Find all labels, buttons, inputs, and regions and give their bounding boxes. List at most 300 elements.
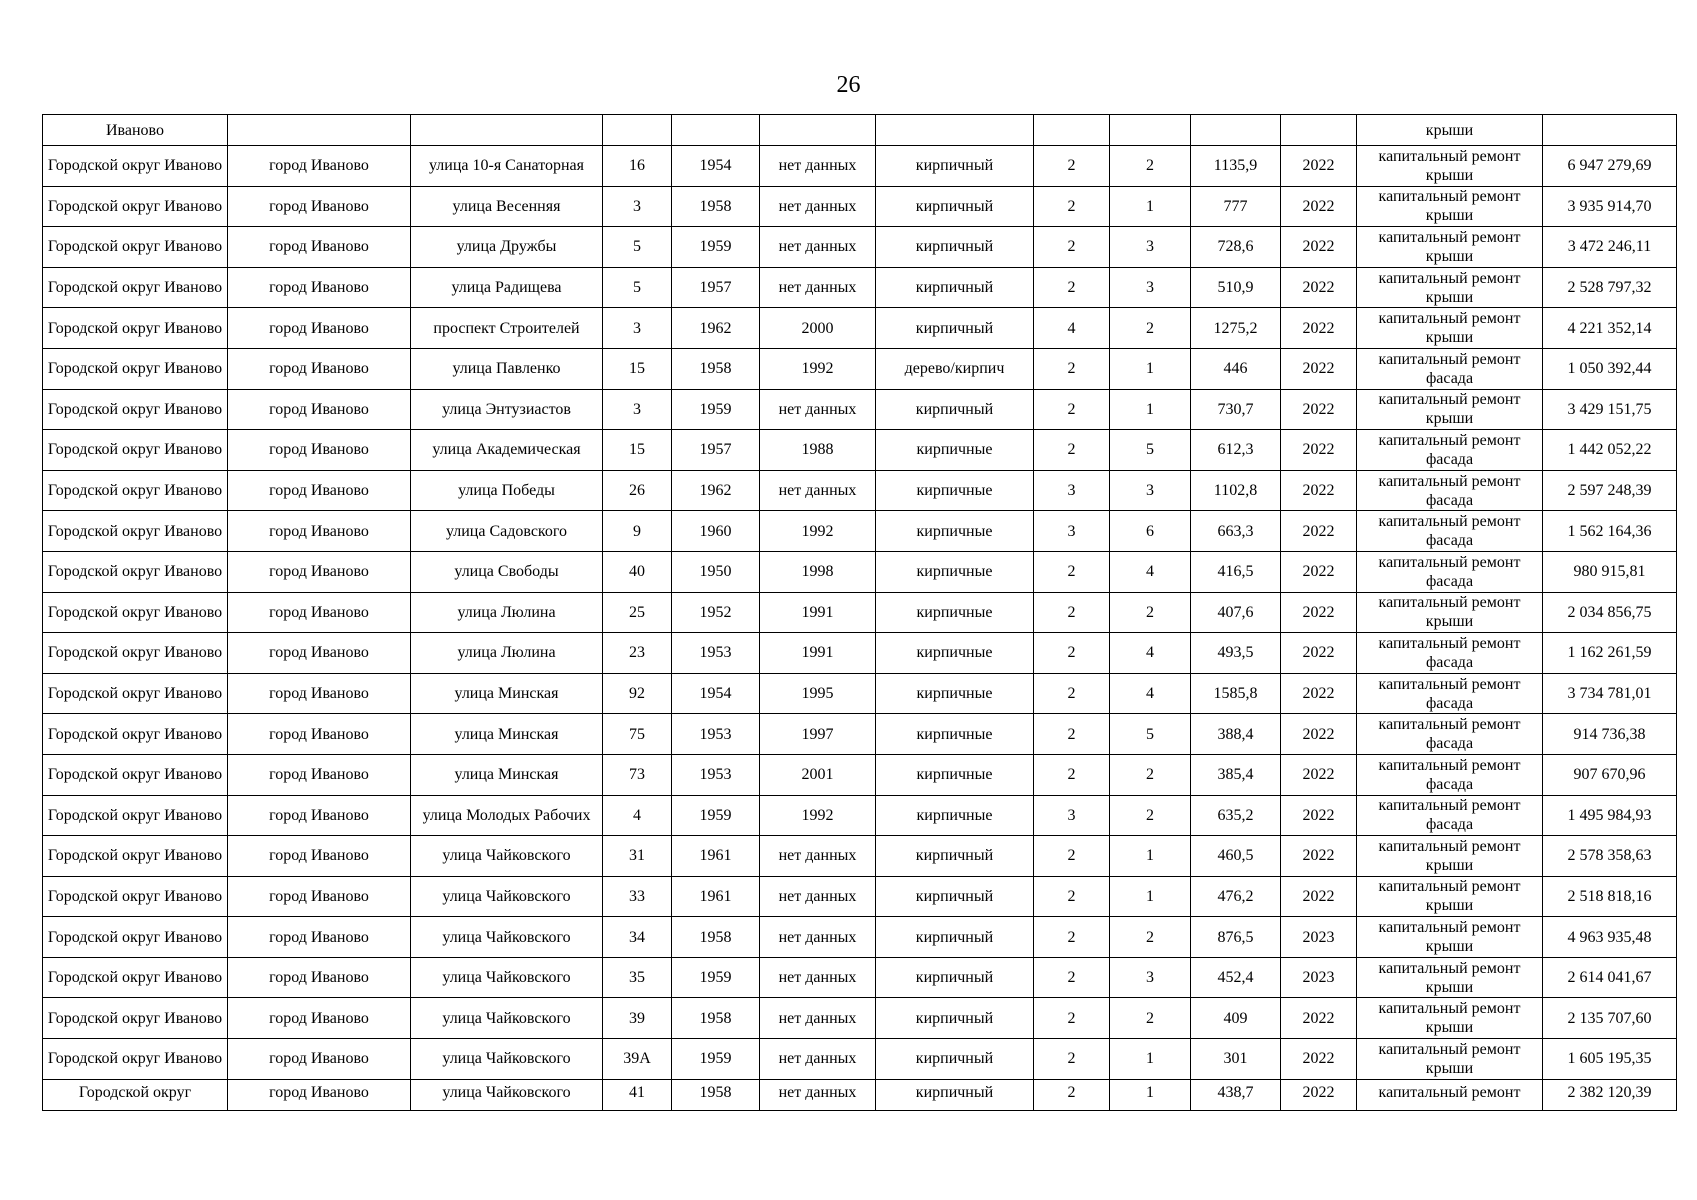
cell-entrances: 2: [1110, 917, 1191, 958]
cell-cost: 1 562 164,36: [1543, 511, 1677, 552]
cell-work-type: капитальный ремонт крыши: [1357, 917, 1543, 958]
cell-entrances: 1: [1110, 348, 1191, 389]
cell-work-type: капитальный ремонт: [1357, 1079, 1543, 1110]
cell-work-type: капитальный ремонт крыши: [1357, 267, 1543, 308]
cell-street: улица Академическая: [411, 430, 603, 471]
cell-area: 510,9: [1191, 267, 1281, 308]
cell-street: улица Энтузиастов: [411, 389, 603, 430]
cell-work-type: капитальный ремонт фасада: [1357, 714, 1543, 755]
cell-street: улица Победы: [411, 470, 603, 511]
cell-work-type: капитальный ремонт фасада: [1357, 633, 1543, 674]
cell-house-number: 23: [603, 633, 672, 674]
cell-last-overhaul: нет данных: [760, 957, 876, 998]
cell-house-number: 15: [603, 430, 672, 471]
cell-area: 1275,2: [1191, 308, 1281, 349]
cell-street: улица Чайковского: [411, 957, 603, 998]
cell-year-built: 1959: [672, 389, 760, 430]
cell-entrances: 1: [1110, 836, 1191, 877]
cell-settlement: город Иваново: [228, 430, 411, 471]
cell-wall-material: кирпичный: [876, 308, 1034, 349]
cell-wall-material: кирпичный: [876, 389, 1034, 430]
cell-municipality: Городской округ Иваново: [43, 227, 228, 268]
cell-wall-material: кирпичный: [876, 998, 1034, 1039]
cell-settlement: город Иваново: [228, 1039, 411, 1080]
cell-street: улица Чайковского: [411, 1039, 603, 1080]
cell-cost: 2 382 120,39: [1543, 1079, 1677, 1110]
cell-work-type: капитальный ремонт фасада: [1357, 430, 1543, 471]
cell-entrances: 3: [1110, 957, 1191, 998]
table-row: [43, 146, 1677, 187]
cell-settlement: город Иваново: [228, 795, 411, 836]
cell-settlement: город Иваново: [228, 673, 411, 714]
cell-entrances: 2: [1110, 795, 1191, 836]
cell-wall-material: кирпичные: [876, 470, 1034, 511]
cell-last-overhaul: нет данных: [760, 470, 876, 511]
cell-settlement: город Иваново: [228, 511, 411, 552]
cell-municipality: Иваново: [43, 115, 228, 146]
cell-last-overhaul: нет данных: [760, 1039, 876, 1080]
table-row: [43, 957, 1677, 998]
table-row: [43, 998, 1677, 1039]
cell-street: улица Радищева: [411, 267, 603, 308]
cell-cost: 4 221 352,14: [1543, 308, 1677, 349]
cell-area: 663,3: [1191, 511, 1281, 552]
cell-year-built: 1954: [672, 673, 760, 714]
cell-settlement: город Иваново: [228, 389, 411, 430]
cell-entrances: 6: [1110, 511, 1191, 552]
cell-area: 730,7: [1191, 389, 1281, 430]
cell-house-number: 3: [603, 186, 672, 227]
cell-settlement: город Иваново: [228, 592, 411, 633]
cell-area: 407,6: [1191, 592, 1281, 633]
table-row: [43, 308, 1677, 349]
cell-empty: [1191, 115, 1281, 146]
cell-floors: 2: [1034, 267, 1110, 308]
cell-house-number: 73: [603, 754, 672, 795]
cell-wall-material: кирпичные: [876, 551, 1034, 592]
cell-cost: 3 472 246,11: [1543, 227, 1677, 268]
table-body: [43, 115, 1677, 1111]
table-row: [43, 348, 1677, 389]
cell-last-overhaul: нет данных: [760, 389, 876, 430]
cell-cost: 1 605 195,35: [1543, 1039, 1677, 1080]
table-row: [43, 876, 1677, 917]
cell-empty: [1110, 115, 1191, 146]
cell-planned-year: 2022: [1281, 633, 1357, 674]
cell-street: улица Люлина: [411, 633, 603, 674]
cell-municipality: Городской округ Иваново: [43, 754, 228, 795]
cell-wall-material: кирпичный: [876, 957, 1034, 998]
cell-municipality: Городской округ Иваново: [43, 714, 228, 755]
cell-floors: 3: [1034, 470, 1110, 511]
cell-house-number: 5: [603, 227, 672, 268]
table-row: [43, 917, 1677, 958]
cell-work-type: капитальный ремонт крыши: [1357, 592, 1543, 633]
cell-municipality: Городской округ Иваново: [43, 795, 228, 836]
cell-planned-year: 2022: [1281, 146, 1357, 187]
cell-house-number: 75: [603, 714, 672, 755]
cell-entrances: 2: [1110, 998, 1191, 1039]
cell-last-overhaul: 1991: [760, 633, 876, 674]
cell-planned-year: 2022: [1281, 308, 1357, 349]
cell-entrances: 4: [1110, 633, 1191, 674]
cell-area: 1102,8: [1191, 470, 1281, 511]
cell-street: улица Весенняя: [411, 186, 603, 227]
cell-settlement: город Иваново: [228, 876, 411, 917]
cell-planned-year: 2022: [1281, 592, 1357, 633]
cell-house-number: 31: [603, 836, 672, 877]
cell-wall-material: кирпичный: [876, 267, 1034, 308]
cell-empty: [672, 115, 760, 146]
cell-settlement: город Иваново: [228, 633, 411, 674]
housing-registry-table: [42, 114, 1677, 1111]
cell-municipality: Городской округ Иваново: [43, 673, 228, 714]
cell-year-built: 1958: [672, 917, 760, 958]
cell-cost: 3 935 914,70: [1543, 186, 1677, 227]
cell-empty: [1543, 115, 1677, 146]
cell-house-number: 15: [603, 348, 672, 389]
cell-year-built: 1960: [672, 511, 760, 552]
cell-entrances: 2: [1110, 308, 1191, 349]
cell-house-number: 40: [603, 551, 672, 592]
cell-planned-year: 2022: [1281, 551, 1357, 592]
cell-work-type: капитальный ремонт крыши: [1357, 308, 1543, 349]
cell-cost: 907 670,96: [1543, 754, 1677, 795]
cell-area: 388,4: [1191, 714, 1281, 755]
cell-planned-year: 2022: [1281, 227, 1357, 268]
cell-entrances: 2: [1110, 146, 1191, 187]
cell-year-built: 1961: [672, 876, 760, 917]
cell-street: проспект Строителей: [411, 308, 603, 349]
cell-planned-year: 2022: [1281, 1039, 1357, 1080]
cell-last-overhaul: нет данных: [760, 146, 876, 187]
cell-wall-material: кирпичные: [876, 430, 1034, 471]
cell-year-built: 1952: [672, 592, 760, 633]
cell-empty: [411, 115, 603, 146]
cell-settlement: город Иваново: [228, 714, 411, 755]
cell-floors: 2: [1034, 592, 1110, 633]
table-row: [43, 836, 1677, 877]
cell-last-overhaul: 1988: [760, 430, 876, 471]
cell-work-type: капитальный ремонт крыши: [1357, 227, 1543, 268]
cell-floors: 3: [1034, 795, 1110, 836]
cell-floors: 2: [1034, 1039, 1110, 1080]
cell-house-number: 4: [603, 795, 672, 836]
cell-area: 728,6: [1191, 227, 1281, 268]
cell-work-type: капитальный ремонт крыши: [1357, 957, 1543, 998]
table-row: [43, 1039, 1677, 1080]
cell-house-number: 92: [603, 673, 672, 714]
cell-area: 493,5: [1191, 633, 1281, 674]
cell-area: 416,5: [1191, 551, 1281, 592]
table-row: [43, 511, 1677, 552]
cell-entrances: 3: [1110, 267, 1191, 308]
cell-work-type: капитальный ремонт крыши: [1357, 998, 1543, 1039]
cell-municipality: Городской округ Иваново: [43, 348, 228, 389]
cell-area: 1135,9: [1191, 146, 1281, 187]
cell-work-type: капитальный ремонт фасада: [1357, 795, 1543, 836]
cell-planned-year: 2022: [1281, 714, 1357, 755]
cell-settlement: город Иваново: [228, 186, 411, 227]
cell-floors: 2: [1034, 754, 1110, 795]
table-row: [43, 795, 1677, 836]
cell-cost: 6 947 279,69: [1543, 146, 1677, 187]
cell-work-type: капитальный ремонт фасада: [1357, 551, 1543, 592]
cell-street: улица Чайковского: [411, 876, 603, 917]
cell-street: улица Дружбы: [411, 227, 603, 268]
cell-planned-year: 2023: [1281, 917, 1357, 958]
cell-last-overhaul: 1991: [760, 592, 876, 633]
cell-municipality: Городской округ Иваново: [43, 633, 228, 674]
cell-entrances: 5: [1110, 714, 1191, 755]
table-row: [43, 186, 1677, 227]
table-row: [43, 1079, 1677, 1110]
cell-work-type: капитальный ремонт фасада: [1357, 348, 1543, 389]
cell-entrances: 5: [1110, 430, 1191, 471]
cell-floors: 2: [1034, 348, 1110, 389]
cell-wall-material: кирпичные: [876, 511, 1034, 552]
cell-last-overhaul: 2000: [760, 308, 876, 349]
cell-floors: 2: [1034, 389, 1110, 430]
cell-floors: 2: [1034, 673, 1110, 714]
table-row: [43, 227, 1677, 268]
cell-settlement: город Иваново: [228, 227, 411, 268]
cell-planned-year: 2022: [1281, 470, 1357, 511]
cell-wall-material: кирпичные: [876, 633, 1034, 674]
cell-planned-year: 2022: [1281, 836, 1357, 877]
cell-year-built: 1959: [672, 795, 760, 836]
cell-work-type: капитальный ремонт крыши: [1357, 389, 1543, 430]
cell-planned-year: 2023: [1281, 957, 1357, 998]
cell-wall-material: кирпичный: [876, 876, 1034, 917]
cell-year-built: 1962: [672, 308, 760, 349]
cell-cost: 2 597 248,39: [1543, 470, 1677, 511]
cell-municipality: Городской округ Иваново: [43, 592, 228, 633]
cell-floors: 2: [1034, 1079, 1110, 1110]
table-row: [43, 430, 1677, 471]
cell-last-overhaul: 1992: [760, 348, 876, 389]
cell-settlement: город Иваново: [228, 957, 411, 998]
cell-wall-material: кирпичный: [876, 836, 1034, 877]
cell-floors: 2: [1034, 551, 1110, 592]
cell-house-number: 16: [603, 146, 672, 187]
table-row: [43, 754, 1677, 795]
cell-cost: 2 135 707,60: [1543, 998, 1677, 1039]
cell-settlement: город Иваново: [228, 348, 411, 389]
cell-cost: 980 915,81: [1543, 551, 1677, 592]
table-row: [43, 551, 1677, 592]
cell-municipality: Городской округ Иваново: [43, 389, 228, 430]
cell-settlement: город Иваново: [228, 551, 411, 592]
cell-municipality: Городской округ Иваново: [43, 551, 228, 592]
cell-municipality: Городской округ Иваново: [43, 957, 228, 998]
cell-entrances: 1: [1110, 389, 1191, 430]
cell-last-overhaul: нет данных: [760, 917, 876, 958]
cell-year-built: 1962: [672, 470, 760, 511]
cell-cost: 1 442 052,22: [1543, 430, 1677, 471]
cell-cost: 1 495 984,93: [1543, 795, 1677, 836]
cell-area: 409: [1191, 998, 1281, 1039]
cell-municipality: Городской округ Иваново: [43, 470, 228, 511]
cell-wall-material: дерево/кирпич: [876, 348, 1034, 389]
cell-planned-year: 2022: [1281, 267, 1357, 308]
cell-last-overhaul: нет данных: [760, 267, 876, 308]
cell-cost: 3 734 781,01: [1543, 673, 1677, 714]
cell-street: улица Чайковского: [411, 917, 603, 958]
cell-year-built: 1953: [672, 754, 760, 795]
cell-empty: [876, 115, 1034, 146]
cell-work-type: капитальный ремонт фасада: [1357, 673, 1543, 714]
cell-cost: 2 528 797,32: [1543, 267, 1677, 308]
cell-floors: 2: [1034, 876, 1110, 917]
cell-entrances: 4: [1110, 673, 1191, 714]
cell-municipality: Городской округ: [43, 1079, 228, 1110]
cell-entrances: 2: [1110, 754, 1191, 795]
cell-municipality: Городской округ Иваново: [43, 876, 228, 917]
cell-street: улица Садовского: [411, 511, 603, 552]
cell-last-overhaul: нет данных: [760, 186, 876, 227]
cell-house-number: 3: [603, 389, 672, 430]
cell-settlement: город Иваново: [228, 308, 411, 349]
cell-year-built: 1959: [672, 957, 760, 998]
cell-entrances: 2: [1110, 592, 1191, 633]
cell-floors: 3: [1034, 511, 1110, 552]
cell-floors: 2: [1034, 917, 1110, 958]
cell-last-overhaul: 1992: [760, 795, 876, 836]
cell-year-built: 1961: [672, 836, 760, 877]
cell-wall-material: кирпичный: [876, 146, 1034, 187]
cell-entrances: 3: [1110, 470, 1191, 511]
cell-work-type: крыши: [1357, 115, 1543, 146]
cell-house-number: 39: [603, 998, 672, 1039]
cell-house-number: 25: [603, 592, 672, 633]
cell-area: 301: [1191, 1039, 1281, 1080]
cell-wall-material: кирпичный: [876, 186, 1034, 227]
cell-street: улица 10-я Санаторная: [411, 146, 603, 187]
cell-year-built: 1958: [672, 186, 760, 227]
cell-cost: 2 518 818,16: [1543, 876, 1677, 917]
cell-wall-material: кирпичные: [876, 795, 1034, 836]
cell-municipality: Городской округ Иваново: [43, 267, 228, 308]
cell-municipality: Городской округ Иваново: [43, 917, 228, 958]
cell-year-built: 1959: [672, 227, 760, 268]
cell-entrances: 1: [1110, 186, 1191, 227]
cell-house-number: 9: [603, 511, 672, 552]
cell-settlement: город Иваново: [228, 267, 411, 308]
cell-work-type: капитальный ремонт крыши: [1357, 1039, 1543, 1080]
cell-planned-year: 2022: [1281, 998, 1357, 1039]
cell-street: улица Чайковского: [411, 998, 603, 1039]
cell-area: 452,4: [1191, 957, 1281, 998]
cell-wall-material: кирпичные: [876, 714, 1034, 755]
table-row-continued: [43, 115, 1677, 146]
cell-last-overhaul: нет данных: [760, 227, 876, 268]
cell-entrances: 3: [1110, 227, 1191, 268]
cell-year-built: 1958: [672, 348, 760, 389]
cell-wall-material: кирпичные: [876, 754, 1034, 795]
cell-work-type: капитальный ремонт крыши: [1357, 186, 1543, 227]
cell-work-type: капитальный ремонт крыши: [1357, 836, 1543, 877]
cell-street: улица Чайковского: [411, 1079, 603, 1110]
cell-planned-year: 2022: [1281, 1079, 1357, 1110]
cell-house-number: 34: [603, 917, 672, 958]
cell-settlement: город Иваново: [228, 1079, 411, 1110]
cell-year-built: 1954: [672, 146, 760, 187]
cell-work-type: капитальный ремонт крыши: [1357, 146, 1543, 187]
cell-settlement: город Иваново: [228, 754, 411, 795]
cell-cost: 4 963 935,48: [1543, 917, 1677, 958]
cell-year-built: 1953: [672, 714, 760, 755]
cell-house-number: 33: [603, 876, 672, 917]
cell-municipality: Городской округ Иваново: [43, 430, 228, 471]
cell-cost: 914 736,38: [1543, 714, 1677, 755]
cell-street: улица Люлина: [411, 592, 603, 633]
cell-house-number: 39А: [603, 1039, 672, 1080]
cell-entrances: 1: [1110, 1079, 1191, 1110]
table-row: [43, 673, 1677, 714]
cell-municipality: Городской округ Иваново: [43, 836, 228, 877]
cell-area: 777: [1191, 186, 1281, 227]
cell-entrances: 4: [1110, 551, 1191, 592]
cell-year-built: 1958: [672, 998, 760, 1039]
cell-entrances: 1: [1110, 1039, 1191, 1080]
cell-planned-year: 2022: [1281, 876, 1357, 917]
cell-work-type: капитальный ремонт фасада: [1357, 470, 1543, 511]
cell-work-type: капитальный ремонт крыши: [1357, 876, 1543, 917]
cell-floors: 2: [1034, 998, 1110, 1039]
cell-area: 438,7: [1191, 1079, 1281, 1110]
cell-house-number: 41: [603, 1079, 672, 1110]
cell-municipality: Городской округ Иваново: [43, 511, 228, 552]
cell-municipality: Городской округ Иваново: [43, 308, 228, 349]
table-row: [43, 714, 1677, 755]
cell-floors: 2: [1034, 836, 1110, 877]
cell-floors: 2: [1034, 957, 1110, 998]
cell-last-overhaul: 1992: [760, 511, 876, 552]
cell-empty: [1034, 115, 1110, 146]
cell-street: улица Минская: [411, 714, 603, 755]
cell-municipality: Городской округ Иваново: [43, 146, 228, 187]
cell-area: 876,5: [1191, 917, 1281, 958]
cell-area: 635,2: [1191, 795, 1281, 836]
cell-last-overhaul: нет данных: [760, 836, 876, 877]
table-row: [43, 633, 1677, 674]
cell-year-built: 1957: [672, 430, 760, 471]
cell-wall-material: кирпичный: [876, 1079, 1034, 1110]
cell-municipality: Городской округ Иваново: [43, 998, 228, 1039]
cell-entrances: 1: [1110, 876, 1191, 917]
cell-last-overhaul: нет данных: [760, 1079, 876, 1110]
cell-wall-material: кирпичные: [876, 592, 1034, 633]
cell-settlement: город Иваново: [228, 146, 411, 187]
cell-municipality: Городской округ Иваново: [43, 1039, 228, 1080]
cell-settlement: город Иваново: [228, 470, 411, 511]
table-row: [43, 267, 1677, 308]
cell-floors: 2: [1034, 227, 1110, 268]
cell-cost: 2 614 041,67: [1543, 957, 1677, 998]
cell-settlement: город Иваново: [228, 836, 411, 877]
cell-area: 1585,8: [1191, 673, 1281, 714]
cell-wall-material: кирпичный: [876, 917, 1034, 958]
cell-wall-material: кирпичный: [876, 227, 1034, 268]
cell-planned-year: 2022: [1281, 430, 1357, 471]
cell-cost: 2 034 856,75: [1543, 592, 1677, 633]
table-row: [43, 389, 1677, 430]
cell-planned-year: 2022: [1281, 511, 1357, 552]
cell-municipality: Городской округ Иваново: [43, 186, 228, 227]
cell-planned-year: 2022: [1281, 795, 1357, 836]
cell-house-number: 5: [603, 267, 672, 308]
